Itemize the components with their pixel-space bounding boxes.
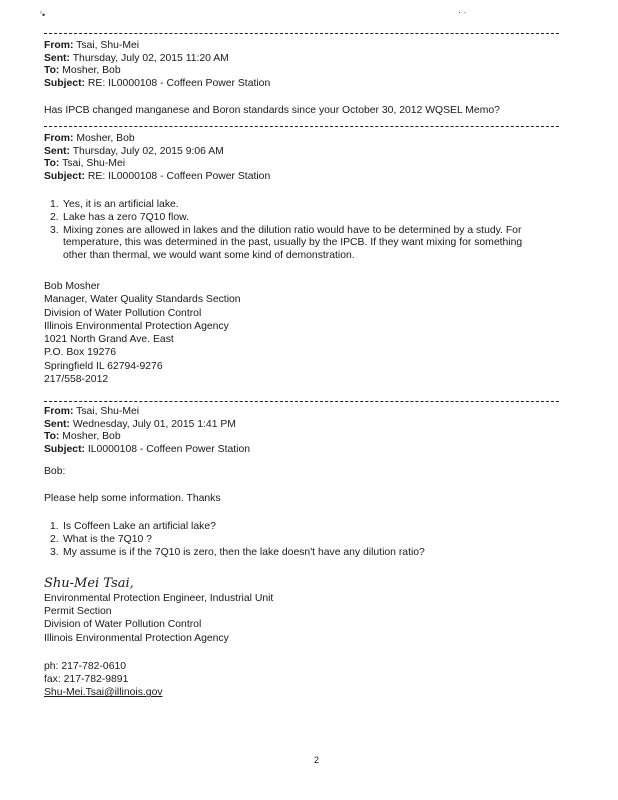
from-value: Tsai, Shu-Mei	[76, 40, 140, 51]
sent-value: Wednesday, July 01, 2015 1:41 PM	[72, 418, 236, 430]
phone: ph: 217-782-0610	[44, 661, 127, 672]
email-separator	[44, 126, 559, 127]
from-line: From: Tsai, Shu-Mei	[44, 406, 140, 417]
list-item: 1. Yes, it is an artificial lake.	[50, 199, 179, 210]
to-value: Tsai, Shu-Mei	[62, 158, 126, 170]
subject-value: IL0000108 - Coffeen Power Station	[87, 443, 251, 455]
from-value: Mosher, Bob	[76, 133, 135, 144]
intro-text: Please help some information. Thanks	[44, 493, 221, 504]
subject-line: Subject: IL0000108 - Coffeen Power Station	[44, 443, 251, 455]
from-value: Tsai, Shu-Mei	[76, 406, 140, 417]
greeting: Bob:	[44, 466, 66, 477]
sent-line: Sent: Thursday, July 02, 2015 11:20 AM	[44, 52, 229, 64]
handwritten-signature: Shu-Mei Tsai,	[44, 576, 134, 591]
email-body: Has IPCB changed manganese and Boron standards since your October 30, 2012 WQSEL Memo?	[44, 105, 500, 116]
subject-value: RE: IL0000108 - Coffeen Power Station	[87, 170, 271, 182]
sent-line: Sent: Thursday, July 02, 2015 9:06 AM	[44, 145, 224, 157]
contact-block	[44, 660, 564, 700]
sent-value: Thursday, July 02, 2015 11:20 AM	[72, 52, 229, 64]
list-item: 3. My assume is if the 7Q10 is zero, then the lake doesn't have any dilution ratio?	[50, 546, 425, 558]
subject-line: Subject: RE: IL0000108 - Coffeen Power Station	[44, 170, 271, 182]
scan-mark: ’•	[40, 10, 46, 20]
signature-block: Bob Mosher Manager, Water Quality Standards Section Division of Water Pollution Control Illinois Environmental Protection Agency 1021 North Grand Ave. East P.O. Box 19276 Springfield IL 62794-9276 217/558-2012	[44, 281, 241, 386]
email-header	[44, 40, 270, 90]
to-line: To: Tsai, Shu-Mei	[44, 158, 126, 170]
sent-value: Thursday, July 02, 2015 9:06 AM	[72, 145, 224, 157]
signature-block: Environmental Protection Engineer, Industrial Unit Permit Section Division of Water Pollution Control Illinois Environmental Protection Agency	[44, 593, 274, 644]
to-value: Mosher, Bob	[62, 431, 121, 443]
list-item: 2. What is the 7Q10 ?	[50, 533, 152, 545]
email-header	[44, 406, 250, 456]
list-item: 1. Is Coffeen Lake an artificial lake?	[50, 521, 216, 532]
sent-line: Sent: Wednesday, July 01, 2015 1:41 PM	[44, 418, 236, 430]
scan-mark: · ·	[458, 7, 467, 17]
to-value: Mosher, Bob	[62, 65, 121, 77]
numbered-list	[44, 199, 544, 263]
list-item: 2. Lake has a zero 7Q10 flow.	[50, 211, 189, 223]
fax: fax: 217-782-9891	[44, 674, 129, 686]
from-line: From: Tsai, Shu-Mei	[44, 40, 140, 51]
to-line: To: Mosher, Bob	[44, 65, 121, 77]
email-separator	[44, 33, 559, 34]
page-number: 2	[314, 755, 320, 765]
list-item: 3. Mixing zones are allowed in lakes and the dilution ratio would have to be determined by a study. For temperature, this was determined in the past, usually by the IPCB. If they want mixing for something other than thermal, we would want some kind of demonstration.	[50, 224, 523, 262]
email-link[interactable]: Shu-Mei.Tsai@illinois.gov	[44, 687, 163, 699]
numbered-list	[44, 521, 564, 559]
subject-value: RE: IL0000108 - Coffeen Power Station	[87, 77, 271, 89]
to-line: To: Mosher, Bob	[44, 431, 121, 443]
email-header	[44, 133, 270, 183]
email-separator	[44, 401, 559, 402]
from-line: From: Mosher, Bob	[44, 133, 135, 144]
subject-line: Subject: RE: IL0000108 - Coffeen Power Station	[44, 77, 271, 89]
